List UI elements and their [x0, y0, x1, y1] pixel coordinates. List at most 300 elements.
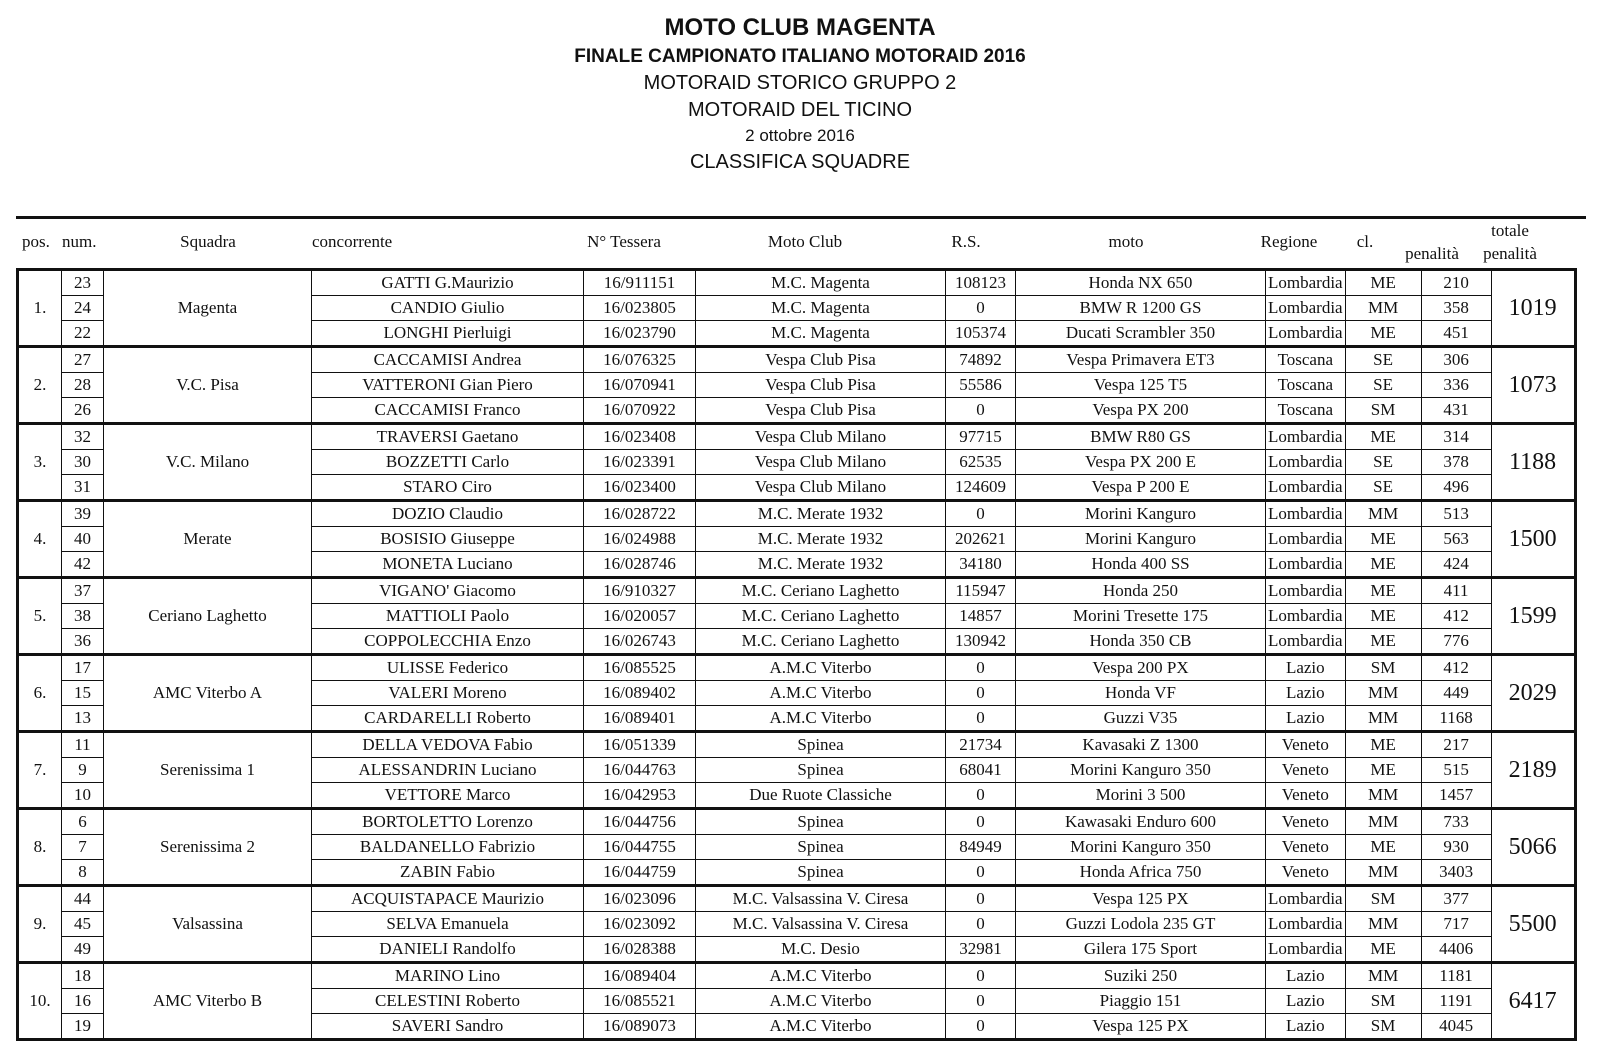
team-name: Valsassina: [104, 886, 312, 963]
motorcycle: Vespa 125 PX: [1016, 1014, 1266, 1040]
region: Lombardia: [1266, 270, 1346, 296]
penalty: 210: [1421, 270, 1491, 296]
rider-number: 13: [62, 706, 104, 732]
table-row: [18, 501, 1576, 527]
rider-number: 6: [62, 809, 104, 835]
team-position: 3.: [18, 424, 62, 501]
region: Toscana: [1266, 373, 1346, 398]
class: ME: [1345, 424, 1421, 450]
penalty: 930: [1421, 835, 1491, 860]
class: ME: [1345, 604, 1421, 629]
team-total-penalty: 1073: [1491, 347, 1575, 424]
rider-name: CACCAMISI Andrea: [312, 347, 584, 373]
rider-name: DELLA VEDOVA Fabio: [312, 732, 584, 758]
class: ME: [1345, 629, 1421, 655]
class: ME: [1345, 527, 1421, 552]
team-total-penalty: 2029: [1491, 655, 1575, 732]
class: ME: [1345, 732, 1421, 758]
rider-number: 40: [62, 527, 104, 552]
region: Lombardia: [1266, 886, 1346, 912]
moto-club: M.C. Ceriano Laghetto: [696, 578, 946, 604]
license-number: 16/028722: [584, 501, 696, 527]
header-rule: [16, 216, 1586, 219]
region: Lazio: [1266, 681, 1346, 706]
license-number: 16/051339: [584, 732, 696, 758]
license-number: 16/089404: [584, 963, 696, 989]
region: Lazio: [1266, 655, 1346, 681]
team-position: 5.: [18, 578, 62, 655]
classification-title: CLASSIFICA SQUADRE: [689, 151, 911, 173]
class: SM: [1345, 886, 1421, 912]
rider-number: 42: [62, 552, 104, 578]
rider-number: 24: [62, 296, 104, 321]
region: Lazio: [1266, 963, 1346, 989]
motorcycle: Kavasaki Z 1300: [1016, 732, 1266, 758]
penalty: 451: [1421, 321, 1491, 347]
license-number: 16/044756: [584, 809, 696, 835]
rider-name: STARO Ciro: [312, 475, 584, 501]
rider-number: 37: [62, 578, 104, 604]
motorcycle: Honda 350 CB: [1016, 629, 1266, 655]
rs-value: 0: [946, 963, 1016, 989]
rider-number: 18: [62, 963, 104, 989]
team-name: AMC Viterbo B: [104, 963, 312, 1040]
motorcycle: Kawasaki Enduro 600: [1016, 809, 1266, 835]
table-row: [18, 655, 1576, 681]
rider-number: 32: [62, 424, 104, 450]
class: MM: [1345, 501, 1421, 527]
rs-value: 62535: [946, 450, 1016, 475]
class: MM: [1345, 912, 1421, 937]
rs-value: 202621: [946, 527, 1016, 552]
team-name: Merate: [104, 501, 312, 578]
rs-value: 115947: [946, 578, 1016, 604]
rider-number: 15: [62, 681, 104, 706]
rider-number: 17: [62, 655, 104, 681]
rider-number: 7: [62, 835, 104, 860]
region: Lombardia: [1266, 475, 1346, 501]
license-number: 16/023092: [584, 912, 696, 937]
motorcycle: Morini Kanguro: [1016, 501, 1266, 527]
rider-name: CARDARELLI Roberto: [312, 706, 584, 732]
moto-club: Vespa Club Pisa: [696, 398, 946, 424]
motorcycle: Honda 400 SS: [1016, 552, 1266, 578]
rider-number: 27: [62, 347, 104, 373]
motorcycle: Vespa 200 PX: [1016, 655, 1266, 681]
col-header-concorrente: concorrente: [312, 232, 393, 251]
table-row: [18, 963, 1576, 989]
penalty: 336: [1421, 373, 1491, 398]
moto-club: Spinea: [696, 758, 946, 783]
penalty: 717: [1421, 912, 1491, 937]
license-number: 16/042953: [584, 783, 696, 809]
rs-value: 0: [946, 989, 1016, 1014]
rider-name: ZABIN Fabio: [312, 860, 584, 886]
region: Lombardia: [1266, 296, 1346, 321]
rs-value: 84949: [946, 835, 1016, 860]
moto-club: M.C. Merate 1932: [696, 552, 946, 578]
motorcycle: Honda VF: [1016, 681, 1266, 706]
license-number: 16/070941: [584, 373, 696, 398]
license-number: 16/076325: [584, 347, 696, 373]
region: Lazio: [1266, 989, 1346, 1014]
rider-name: COPPOLECCHIA Enzo: [312, 629, 584, 655]
col-header-totale: totale: [1491, 221, 1529, 240]
penalty: 1191: [1421, 989, 1491, 1014]
region: Lombardia: [1266, 578, 1346, 604]
moto-club: Spinea: [696, 835, 946, 860]
class: MM: [1345, 809, 1421, 835]
team-total-penalty: 1599: [1491, 578, 1575, 655]
table-row: [18, 886, 1576, 912]
rider-number: 8: [62, 860, 104, 886]
license-number: 16/085525: [584, 655, 696, 681]
table-row: [18, 347, 1576, 373]
class: MM: [1345, 783, 1421, 809]
class: ME: [1345, 552, 1421, 578]
motorcycle: Vespa 125 T5: [1016, 373, 1266, 398]
moto-club: A.M.C Viterbo: [696, 963, 946, 989]
rs-value: 124609: [946, 475, 1016, 501]
class: SE: [1345, 347, 1421, 373]
class: SE: [1345, 475, 1421, 501]
rider-name: ULISSE Federico: [312, 655, 584, 681]
region: Veneto: [1266, 732, 1346, 758]
col-header-moto-club: Moto Club: [767, 232, 843, 251]
moto-club: M.C. Valsassina V. Ciresa: [696, 886, 946, 912]
license-number: 16/070922: [584, 398, 696, 424]
event-title: MOTORAID DEL TICINO: [687, 99, 913, 121]
table-row: [18, 270, 1576, 296]
rider-number: 39: [62, 501, 104, 527]
team-total-penalty: 1019: [1491, 270, 1575, 347]
penalty: 4045: [1421, 1014, 1491, 1040]
motorcycle: Morini 3 500: [1016, 783, 1266, 809]
rs-value: 0: [946, 1014, 1016, 1040]
class: MM: [1345, 963, 1421, 989]
rider-name: MATTIOLI Paolo: [312, 604, 584, 629]
class: SM: [1345, 989, 1421, 1014]
penalty: 306: [1421, 347, 1491, 373]
moto-club: A.M.C Viterbo: [696, 989, 946, 1014]
rider-number: 9: [62, 758, 104, 783]
team-name: Ceriano Laghetto: [104, 578, 312, 655]
team-position: 6.: [18, 655, 62, 732]
license-number: 16/024988: [584, 527, 696, 552]
license-number: 16/026743: [584, 629, 696, 655]
team-group: [18, 809, 1576, 886]
class: MM: [1345, 681, 1421, 706]
license-number: 16/020057: [584, 604, 696, 629]
team-total-penalty: 1188: [1491, 424, 1575, 501]
license-number: 16/089402: [584, 681, 696, 706]
rider-number: 11: [62, 732, 104, 758]
rider-name: BOZZETTI Carlo: [312, 450, 584, 475]
team-group: [18, 963, 1576, 1040]
rs-value: 108123: [946, 270, 1016, 296]
penalty: 431: [1421, 398, 1491, 424]
region: Lombardia: [1266, 527, 1346, 552]
col-header-totale-penalita: penalità: [1483, 244, 1537, 263]
moto-club: Due Ruote Classiche: [696, 783, 946, 809]
rider-name: CELESTINI Roberto: [312, 989, 584, 1014]
moto-club: A.M.C Viterbo: [696, 681, 946, 706]
license-number: 16/023400: [584, 475, 696, 501]
team-group: [18, 655, 1576, 732]
class: ME: [1345, 758, 1421, 783]
rs-value: 34180: [946, 552, 1016, 578]
motorcycle: Morini Kanguro 350: [1016, 758, 1266, 783]
class: ME: [1345, 321, 1421, 347]
license-number: 16/023790: [584, 321, 696, 347]
rs-value: 68041: [946, 758, 1016, 783]
rider-number: 22: [62, 321, 104, 347]
team-group: [18, 347, 1576, 424]
license-number: 16/028388: [584, 937, 696, 963]
rs-value: 0: [946, 501, 1016, 527]
rs-value: 55586: [946, 373, 1016, 398]
team-total-penalty: 5066: [1491, 809, 1575, 886]
team-position: 1.: [18, 270, 62, 347]
rider-number: 45: [62, 912, 104, 937]
team-group: [18, 732, 1576, 809]
rider-name: BALDANELLO Fabrizio: [312, 835, 584, 860]
rs-value: 97715: [946, 424, 1016, 450]
team-total-penalty: 1500: [1491, 501, 1575, 578]
region: Lombardia: [1266, 604, 1346, 629]
class: SE: [1345, 450, 1421, 475]
rider-number: 44: [62, 886, 104, 912]
moto-club: M.C. Valsassina V. Ciresa: [696, 912, 946, 937]
rider-number: 36: [62, 629, 104, 655]
license-number: 16/089401: [584, 706, 696, 732]
penalty: 411: [1421, 578, 1491, 604]
rider-number: 28: [62, 373, 104, 398]
motorcycle: Morini Kanguro 350: [1016, 835, 1266, 860]
rider-number: 31: [62, 475, 104, 501]
team-position: 8.: [18, 809, 62, 886]
penalty: 563: [1421, 527, 1491, 552]
rs-value: 0: [946, 706, 1016, 732]
moto-club: M.C. Ceriano Laghetto: [696, 604, 946, 629]
team-name: V.C. Milano: [104, 424, 312, 501]
team-name: Serenissima 2: [104, 809, 312, 886]
license-number: 16/023096: [584, 886, 696, 912]
penalty: 776: [1421, 629, 1491, 655]
motorcycle: Piaggio 151: [1016, 989, 1266, 1014]
penalty: 377: [1421, 886, 1491, 912]
moto-club: Vespa Club Milano: [696, 475, 946, 501]
results-table: [16, 268, 1577, 1041]
rider-name: SAVERI Sandro: [312, 1014, 584, 1040]
class: SM: [1345, 1014, 1421, 1040]
table-row: [18, 424, 1576, 450]
col-header-pos: pos.: [22, 232, 50, 251]
rs-value: 105374: [946, 321, 1016, 347]
moto-club: M.C. Merate 1932: [696, 501, 946, 527]
rs-value: 0: [946, 681, 1016, 706]
penalty: 314: [1421, 424, 1491, 450]
region: Lazio: [1266, 706, 1346, 732]
rider-name: VATTERONI Gian Piero: [312, 373, 584, 398]
rs-value: 0: [946, 655, 1016, 681]
rider-number: 19: [62, 1014, 104, 1040]
rs-value: 21734: [946, 732, 1016, 758]
team-position: 9.: [18, 886, 62, 963]
event-date: 2 ottobre 2016: [745, 126, 855, 145]
rider-name: GATTI G.Maurizio: [312, 270, 584, 296]
col-header-num: num.: [62, 232, 97, 251]
moto-club: Spinea: [696, 809, 946, 835]
motorcycle: Ducati Scrambler 350: [1016, 321, 1266, 347]
penalty: 3403: [1421, 860, 1491, 886]
rs-value: 0: [946, 783, 1016, 809]
rider-name: ALESSANDRIN Luciano: [312, 758, 584, 783]
class: ME: [1345, 270, 1421, 296]
moto-club: Vespa Club Pisa: [696, 347, 946, 373]
rider-number: 30: [62, 450, 104, 475]
rider-number: 38: [62, 604, 104, 629]
motorcycle: Morini Kanguro: [1016, 527, 1266, 552]
rider-number: 23: [62, 270, 104, 296]
col-header-moto: moto: [1108, 232, 1144, 251]
license-number: 16/911151: [584, 270, 696, 296]
rs-value: 130942: [946, 629, 1016, 655]
penalty: 1181: [1421, 963, 1491, 989]
motorcycle: Vespa 125 PX: [1016, 886, 1266, 912]
region: Veneto: [1266, 758, 1346, 783]
rider-number: 49: [62, 937, 104, 963]
team-name: V.C. Pisa: [104, 347, 312, 424]
championship-subtitle: FINALE CAMPIONATO ITALIANO MOTORAID 2016: [574, 46, 1026, 67]
team-position: 7.: [18, 732, 62, 809]
license-number: 16/044755: [584, 835, 696, 860]
class: SM: [1345, 398, 1421, 424]
moto-club: A.M.C Viterbo: [696, 706, 946, 732]
motorcycle: Guzzi Lodola 235 GT: [1016, 912, 1266, 937]
license-number: 16/044763: [584, 758, 696, 783]
penalty: 378: [1421, 450, 1491, 475]
team-group: [18, 270, 1576, 347]
rider-name: MONETA Luciano: [312, 552, 584, 578]
motorcycle: Morini Tresette 175: [1016, 604, 1266, 629]
team-position: 2.: [18, 347, 62, 424]
rider-number: 10: [62, 783, 104, 809]
col-header-cl: cl.: [1356, 232, 1374, 251]
class: MM: [1345, 296, 1421, 321]
motorcycle: Vespa PX 200 E: [1016, 450, 1266, 475]
region: Lombardia: [1266, 552, 1346, 578]
rider-name: MARINO Lino: [312, 963, 584, 989]
license-number: 16/023408: [584, 424, 696, 450]
penalty: 496: [1421, 475, 1491, 501]
moto-club: M.C. Merate 1932: [696, 527, 946, 552]
rs-value: 0: [946, 912, 1016, 937]
rs-value: 74892: [946, 347, 1016, 373]
category-title: MOTORAID STORICO GRUPPO 2: [643, 72, 957, 94]
penalty: 412: [1421, 604, 1491, 629]
moto-club: M.C. Magenta: [696, 296, 946, 321]
team-total-penalty: 5500: [1491, 886, 1575, 963]
team-position: 4.: [18, 501, 62, 578]
moto-club: Vespa Club Pisa: [696, 373, 946, 398]
penalty: 358: [1421, 296, 1491, 321]
region: Veneto: [1266, 809, 1346, 835]
region: Lombardia: [1266, 424, 1346, 450]
region: Toscana: [1266, 347, 1346, 373]
motorcycle: Guzzi V35: [1016, 706, 1266, 732]
team-name: Serenissima 1: [104, 732, 312, 809]
region: Lombardia: [1266, 629, 1346, 655]
team-group: [18, 424, 1576, 501]
region: Veneto: [1266, 835, 1346, 860]
rider-name: CANDIO Giulio: [312, 296, 584, 321]
col-header-tessera: N° Tessera: [587, 232, 661, 251]
rs-value: 0: [946, 296, 1016, 321]
col-header-squadra: Squadra: [180, 232, 236, 251]
col-header-rs: R.S.: [951, 232, 981, 251]
penalty: 412: [1421, 655, 1491, 681]
moto-club: Spinea: [696, 732, 946, 758]
rider-name: TRAVERSI Gaetano: [312, 424, 584, 450]
rs-value: 14857: [946, 604, 1016, 629]
moto-club: M.C. Desio: [696, 937, 946, 963]
rider-name: DOZIO Claudio: [312, 501, 584, 527]
motorcycle: Vespa P 200 E: [1016, 475, 1266, 501]
penalty: 515: [1421, 758, 1491, 783]
class: SE: [1345, 373, 1421, 398]
license-number: 16/023391: [584, 450, 696, 475]
rider-number: 26: [62, 398, 104, 424]
moto-club: M.C. Ceriano Laghetto: [696, 629, 946, 655]
motorcycle: Honda 250: [1016, 578, 1266, 604]
team-group: [18, 578, 1576, 655]
motorcycle: Honda Africa 750: [1016, 860, 1266, 886]
penalty: 449: [1421, 681, 1491, 706]
motorcycle: Honda NX 650: [1016, 270, 1266, 296]
team-name: Magenta: [104, 270, 312, 347]
class: ME: [1345, 937, 1421, 963]
team-group: [18, 501, 1576, 578]
region: Lombardia: [1266, 501, 1346, 527]
license-number: 16/023805: [584, 296, 696, 321]
moto-club: M.C. Magenta: [696, 321, 946, 347]
rider-name: DANIELI Randolfo: [312, 937, 584, 963]
col-header-penalita: penalità: [1405, 244, 1459, 263]
team-position: 10.: [18, 963, 62, 1040]
region: Lombardia: [1266, 912, 1346, 937]
rider-number: 16: [62, 989, 104, 1014]
table-row: [18, 578, 1576, 604]
motorcycle: Gilera 175 Sport: [1016, 937, 1266, 963]
penalty: 424: [1421, 552, 1491, 578]
table-row: [18, 732, 1576, 758]
rider-name: LONGHI Pierluigi: [312, 321, 584, 347]
moto-club: Spinea: [696, 860, 946, 886]
team-total-penalty: 2189: [1491, 732, 1575, 809]
penalty: 217: [1421, 732, 1491, 758]
class: ME: [1345, 835, 1421, 860]
page-title: MOTO CLUB MAGENTA: [664, 14, 936, 41]
moto-club: M.C. Magenta: [696, 270, 946, 296]
license-number: 16/085521: [584, 989, 696, 1014]
motorcycle: BMW R 1200 GS: [1016, 296, 1266, 321]
license-number: 16/044759: [584, 860, 696, 886]
region: Lombardia: [1266, 450, 1346, 475]
class: ME: [1345, 578, 1421, 604]
region: Lazio: [1266, 1014, 1346, 1040]
region: Veneto: [1266, 860, 1346, 886]
